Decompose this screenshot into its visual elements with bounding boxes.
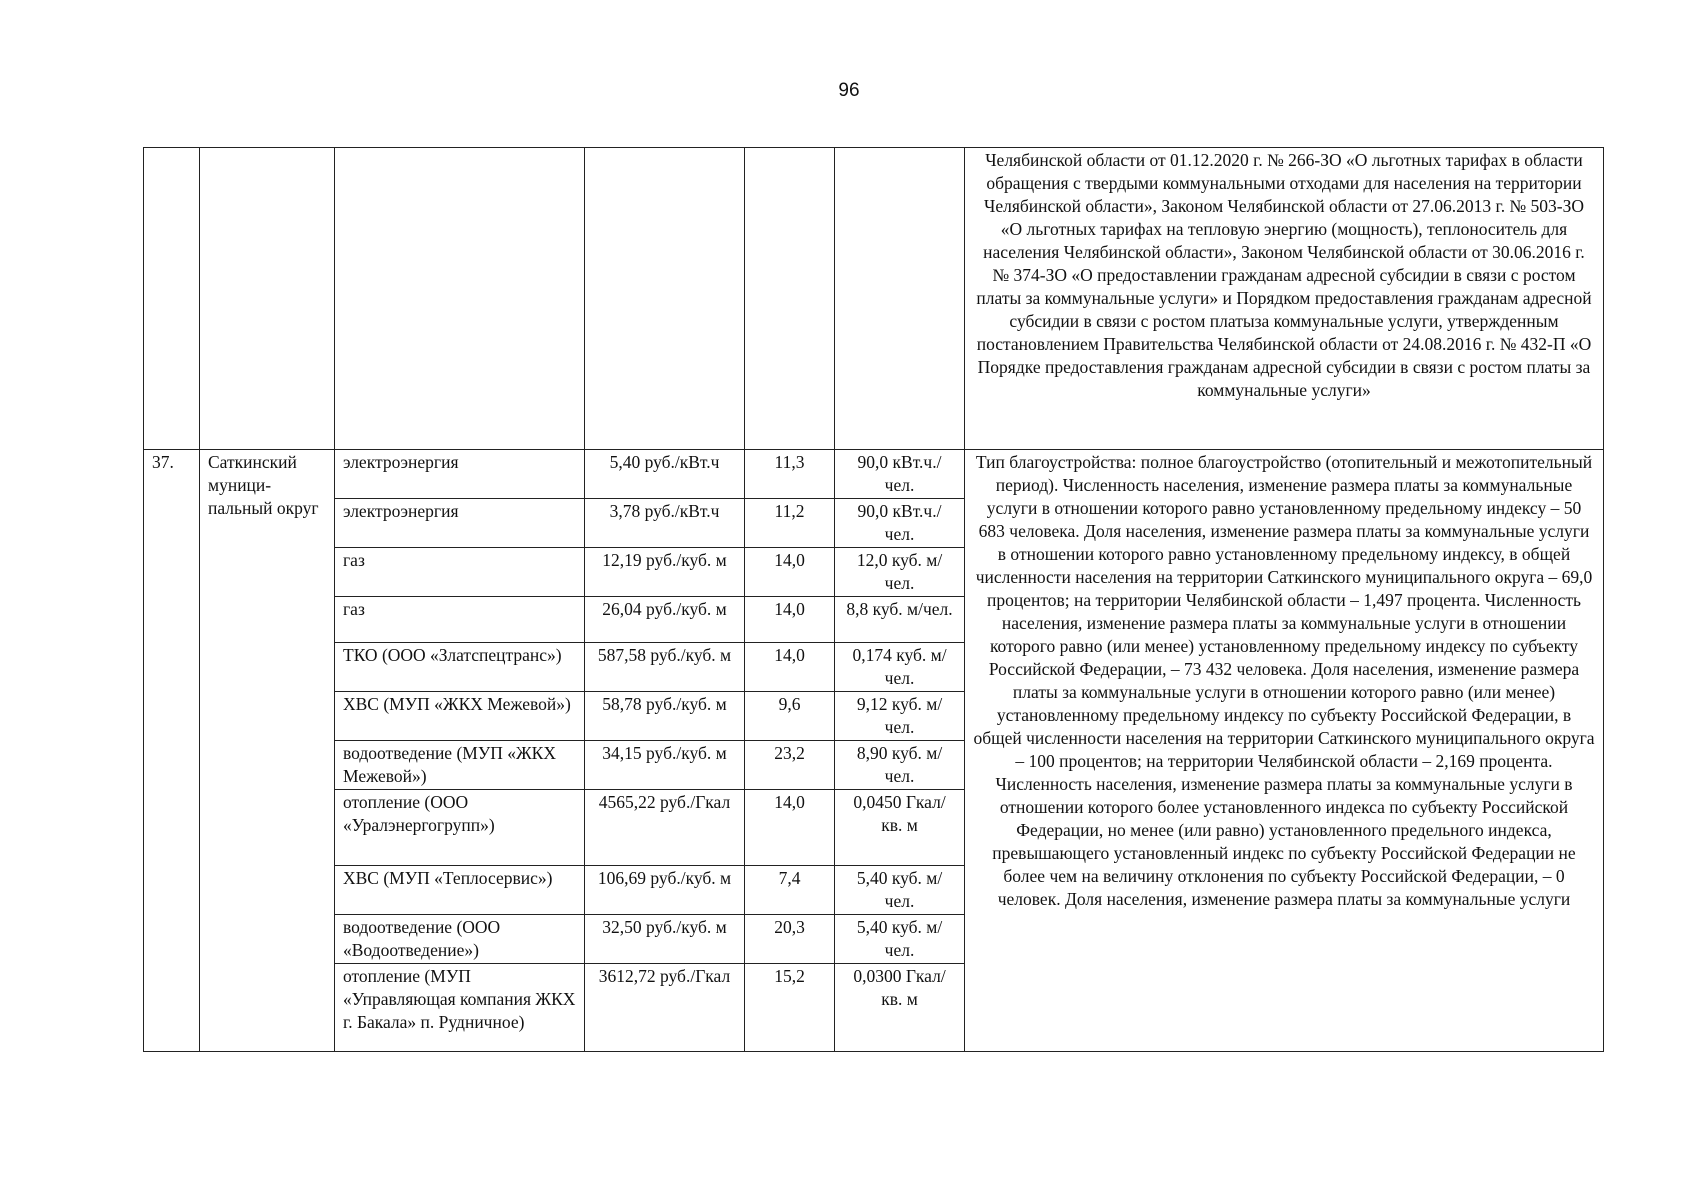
consumption-volume: 5,40 куб. м/чел. [835, 866, 965, 915]
table-row [144, 450, 1604, 499]
entry-note: Тип благоустройства: полное благоустройство (отопительный и межотопительный период). Численность населения, изменение размера платы за коммунальные услуги в отношении которого равно установленному предельному индексу – 50 683 человека. Доля населения, изменение размера платы за коммунальные услуги в отношении которого равно установленному предельному индексу, в общей численности населения на территории Саткинского муниципального округа – 69,0 процентов; на территории Челябинской области – 1,497 процента. Численность населения, изменение размера платы за коммунальные услуги в отношении которого равно (или менее) установленному предельному индексу по субъекту Российской Федерации, – 73 432 человека. Доля населения, изменение размера платы за коммунальные услуги в отношении которого равно (или менее) установленному предельному индексу по субъекту Российской Федерации, в общей численности населения на территории Саткинского муниципального округа – 100 процентов; на территории Челябинской области – 2,169 процента. Численность населения, изменение размера платы за коммунальные услуги в отношении которого более установленного индекса по субъекту Российской Федерации, но менее (или равно) установленного предельного индекса, превышающего установленный индекс по субъекту Российской Федерации не более чем на величину отклонения по субъекту Российской Федерации, – 0 человек. Доля населения, изменение размера платы за коммунальные услуги [965, 450, 1604, 1052]
growth-index: 15,2 [745, 964, 835, 1052]
growth-index: 11,2 [745, 499, 835, 548]
tariff-value: 4565,22 руб./Гкал [585, 790, 745, 866]
service-name: водоотведение (ООО «Водоотведение») [335, 915, 585, 964]
service-name: ХВС (МУП «Теплосервис») [335, 866, 585, 915]
growth-index: 14,0 [745, 597, 835, 643]
growth-index: 14,0 [745, 548, 835, 597]
consumption-volume: 90,0 кВт.ч./чел. [835, 499, 965, 548]
growth-index: 14,0 [745, 643, 835, 692]
growth-index: 11,3 [745, 450, 835, 499]
consumption-volume: 90,0 кВт.ч./чел. [835, 450, 965, 499]
service-name: электроэнергия [335, 499, 585, 548]
consumption-volume: 5,40 куб. м/чел. [835, 915, 965, 964]
consumption-volume: 8,8 куб. м/чел. [835, 597, 965, 643]
growth-index: 14,0 [745, 790, 835, 866]
consumption-volume: 12,0 куб. м/чел. [835, 548, 965, 597]
tariff-value: 58,78 руб./куб. м [585, 692, 745, 741]
prev-row-note: Челябинской области от 01.12.2020 г. № 266-ЗО «О льготных тарифах в области обращения с твердыми коммунальными отходами для населения на территории Челябинской области», Законом Челябинской области от 27.06.2013 г. № 503-ЗО «О льготных тарифах на тепловую энергию (мощность), теплоноситель для населения Челябинской области», Законом Челябинской области от 30.06.2016 г. № 374-ЗО «О предоставлении гражданам адресной субсидии в связи с ростом платы за коммунальные услуги» и Порядком предоставления гражданам адресной субсидии в связи с ростом платыза коммунальные услуги, утвержденным постановлением Правительства Челябинской области от 24.08.2016 г. № 432-П «О Порядке предоставления гражданам адресной субсидии в связи с ростом платы за коммунальные услуги» [965, 148, 1604, 450]
consumption-volume: 8,90 куб. м/чел. [835, 741, 965, 790]
service-name: электроэнергия [335, 450, 585, 499]
tariff-value: 587,58 руб./куб. м [585, 643, 745, 692]
tariff-value: 106,69 руб./куб. м [585, 866, 745, 915]
tariff-value: 3612,72 руб./Гкал [585, 964, 745, 1052]
service-name: ТКО (ООО «Златспецтранс») [335, 643, 585, 692]
consumption-volume: 9,12 куб. м/чел. [835, 692, 965, 741]
service-name: отопление (МУП «Управляющая компания ЖКХ г. Бакала» п. Рудничное) [335, 964, 585, 1052]
tariff-table [143, 147, 1604, 1052]
consumption-volume: 0,174 куб. м/чел. [835, 643, 965, 692]
growth-index: 23,2 [745, 741, 835, 790]
consumption-volume: 0,0450 Гкал/кв. м [835, 790, 965, 866]
continuation-row [144, 148, 1604, 450]
tariff-value: 12,19 руб./куб. м [585, 548, 745, 597]
tariff-value: 26,04 руб./куб. м [585, 597, 745, 643]
service-name: отопление (ООО «Уралэнергогрупп») [335, 790, 585, 866]
growth-index: 7,4 [745, 866, 835, 915]
service-name: ХВС (МУП «ЖКХ Межевой») [335, 692, 585, 741]
growth-index: 9,6 [745, 692, 835, 741]
page-number: 96 [838, 80, 860, 101]
service-name: газ [335, 597, 585, 643]
service-name: газ [335, 548, 585, 597]
row-number: 37. [144, 450, 200, 1052]
tariff-value: 5,40 руб./кВт.ч [585, 450, 745, 499]
growth-index: 20,3 [745, 915, 835, 964]
municipality-name: Саткинский муници-пальный округ [200, 450, 335, 1052]
tariff-value: 34,15 руб./куб. м [585, 741, 745, 790]
consumption-volume: 0,0300 Гкал/кв. м [835, 964, 965, 1052]
tariff-value: 3,78 руб./кВт.ч [585, 499, 745, 548]
tariff-value: 32,50 руб./куб. м [585, 915, 745, 964]
service-name: водоотведение (МУП «ЖКХ Межевой») [335, 741, 585, 790]
